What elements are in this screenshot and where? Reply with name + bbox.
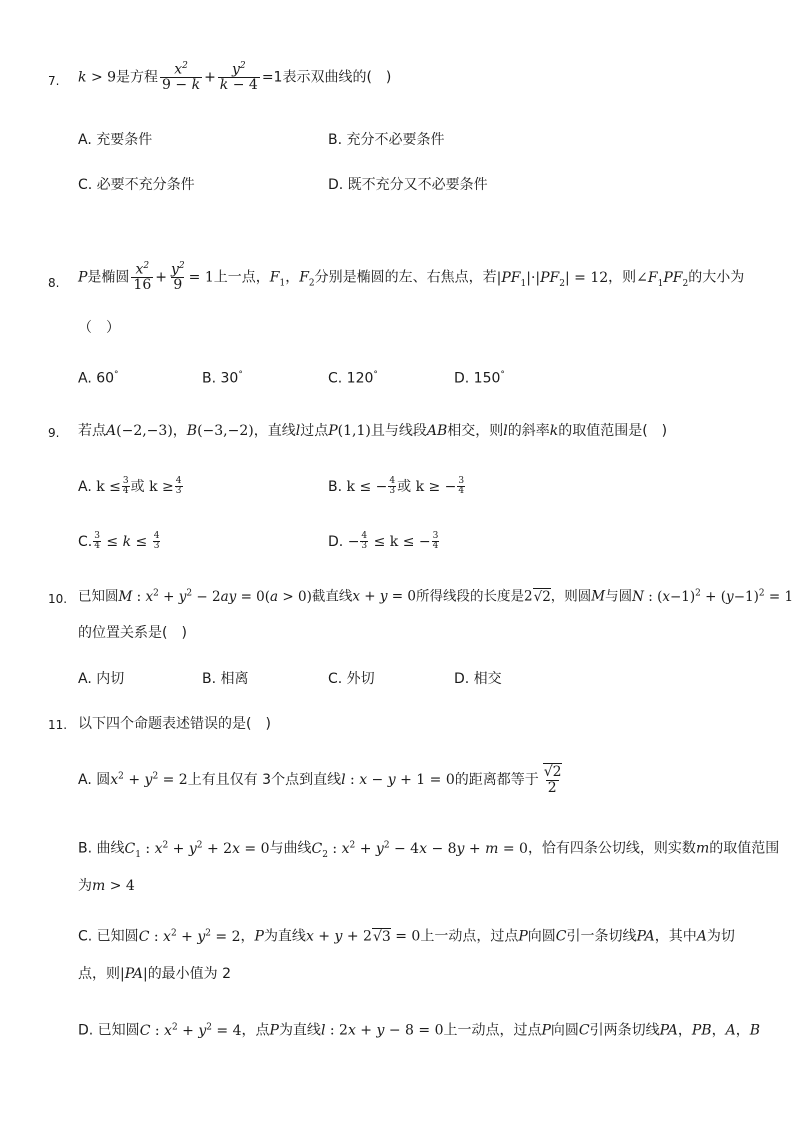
q8-option-b: B. 30° xyxy=(202,370,243,387)
q11-number: 11. xyxy=(48,718,68,732)
q11-option-b: B. 曲线$C_1$ : $x^2 + y^2 + 2x = 0$与曲线$C_2$ : $x^2 + y^2 - 4x - 8y + m = 0$，恰有四条公切线，则实数m的取值范围 xyxy=(78,840,780,860)
q9-number: 9. xyxy=(48,426,60,440)
q8-option-c: C. 120° xyxy=(328,370,378,387)
q9-option-a: A. k ≤ $\frac{3}{4}$ 或 k ≥ $\frac{4}{3}$ xyxy=(78,476,182,497)
q10-option-a: A. 内切 xyxy=(78,671,125,687)
q7-number: 7. xyxy=(48,74,60,88)
q7-option-b: B. 充分不必要条件 xyxy=(328,132,445,148)
q9-option-d: D. − $\frac{4}{3}$ ≤ k ≤ − $\frac{3}{4}$ xyxy=(328,531,439,552)
q11-option-a: A. 圆$x^2 + y^2 = 2$上有且仅有 3个点到直线l : x − y + 1 = 0的距离都等于 $\frac{√2}{2}$ xyxy=(78,764,562,796)
q11-option-c: C. 已知圆C : $x^2 + y^2 = 2$，P为直线x + y + 2√3 = 0上一动点，过点P向圆C引一条切线PA，其中A为切 xyxy=(78,928,735,945)
q11-option-b-cont: 为m > 4 xyxy=(78,878,135,894)
q10-option-c: C. 外切 xyxy=(328,671,375,687)
q7-option-c: C. 必要不充分条件 xyxy=(78,177,195,193)
q8-stem: P是椭圆 $\frac{x^2}{16}$ + $\frac{y^2}{9}$ = 1上一点，$F_1$，$F_2$分别是椭圆的左、右焦点，若$|PF_1|\cdot|PF_2| = 12$，则$\angle F_1PF_2$的大小为 xyxy=(78,261,745,294)
q8-option-a: A. 60° xyxy=(78,370,119,387)
q10-stem: 已知圆M : $x^2 + y^2 - 2ay = 0(a > 0)$截直线x + y = 0所得线段的长度是2√2，则圆M与圆N : $(x-1)^2 + (y-1)^2 = 1$ xyxy=(78,588,794,605)
q9-stem: 若点A(−2,−3)，B(−3,−2)，直线l过点P(1,1)且与线段AB相交，则l的斜率k的取值范围是( ) xyxy=(78,423,668,439)
q7-option-a: A. 充要条件 xyxy=(78,132,153,148)
q11-option-c-cont: 点，则|PA|的最小值为 2 xyxy=(78,966,232,982)
q10-number: 10. xyxy=(48,592,68,606)
q11-option-d: D. 已知圆C : $x^2 + y^2 = 4$，点P为直线l : 2x + y − 8 = 0上一动点，过点P向圆C引两条切线PA，PB，A，B xyxy=(78,1022,761,1039)
q7-option-d: D. 既不充分又不必要条件 xyxy=(328,177,488,193)
q10-option-d: D. 相交 xyxy=(454,671,502,687)
q10-stem-cont: 的位置关系是( ) xyxy=(78,625,187,641)
q11-stem: 以下四个命题表述错误的是( ) xyxy=(78,716,271,732)
q9-option-c: C. $\frac{3}{4}$ ≤ k ≤ $\frac{4}{3}$ xyxy=(78,531,160,552)
q8-stem-paren: （ ） xyxy=(78,320,120,336)
q8-number: 8. xyxy=(48,276,60,290)
q9-option-b: B. k ≤ − $\frac{4}{3}$ 或 k ≥ − $\frac{3}{4}$ xyxy=(328,476,465,497)
q10-option-b: B. 相离 xyxy=(202,671,249,687)
q8-option-d: D. 150° xyxy=(454,370,505,387)
q7-stem: k > 9是方程 $\frac{x^2}{9 - k}$ + $\frac{y^2}{k - 4}$ =1表示双曲线的( ) xyxy=(78,61,392,94)
